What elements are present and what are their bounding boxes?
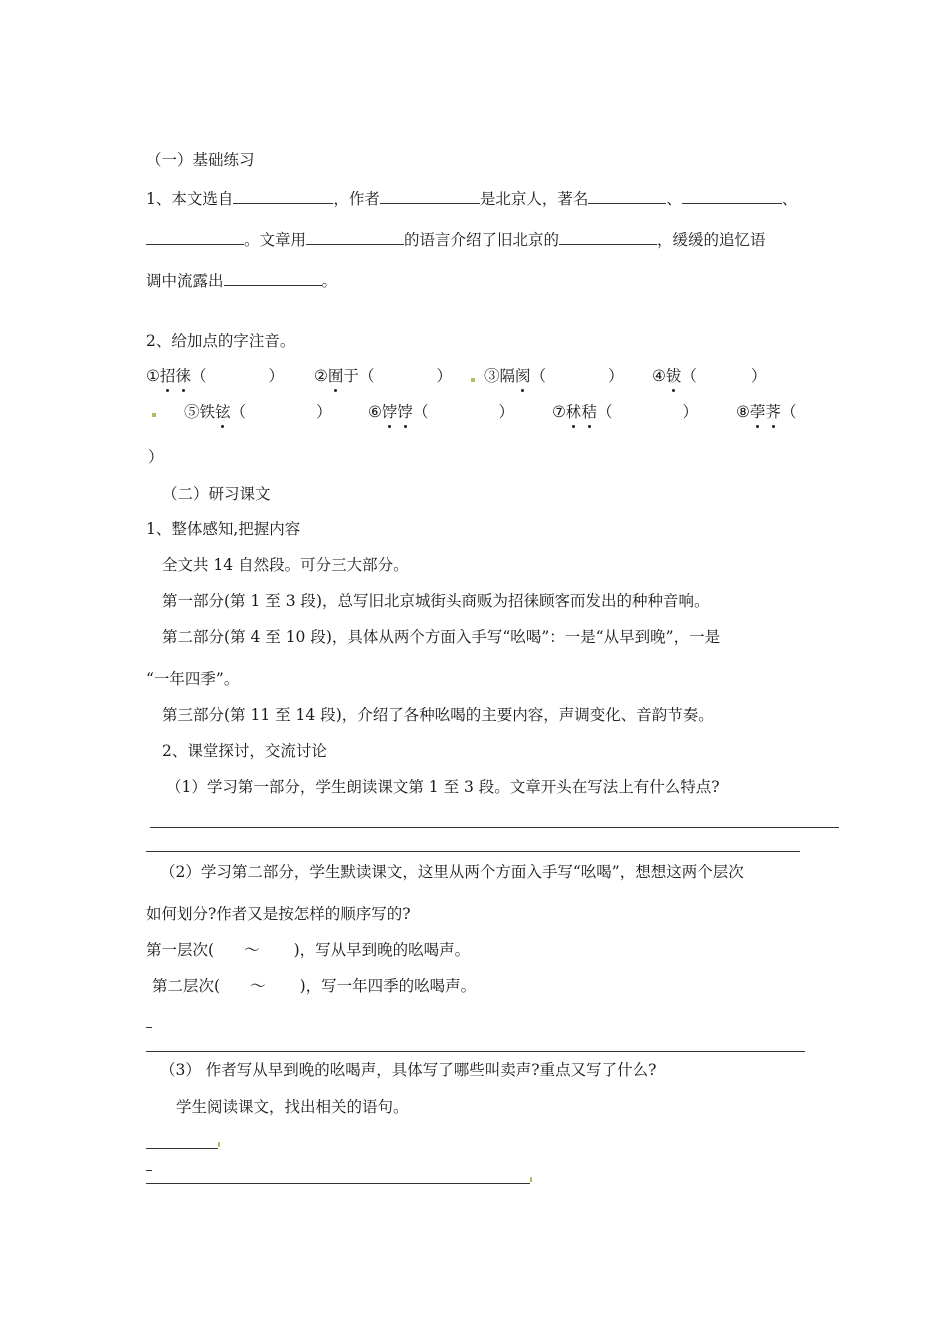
paren: （	[230, 403, 247, 421]
q1-text: 的语言介绍了旧北京的	[404, 231, 560, 249]
item-number: ③	[484, 367, 500, 385]
question-3-task: 学生阅读课文，找出相关的语句。	[176, 1098, 409, 1116]
paren: （	[596, 403, 613, 421]
q2-item-6	[368, 402, 514, 422]
question-3: （3） 作者写从早到晚的吆喝声，具体写了哪些叫卖声?重点又写了什么?	[160, 1061, 657, 1079]
paragraph-part-1: 第一部分(第 1 至 3 段)，总写旧北京城街头商贩为招徕顾客而发出的种种音响。	[162, 592, 710, 610]
paren: （	[681, 367, 697, 385]
q1-line-3	[146, 271, 337, 291]
decorative-marker	[152, 413, 156, 417]
paren: ）	[316, 403, 332, 421]
q1-blank-language[interactable]	[306, 230, 404, 245]
decorative-marker	[471, 378, 475, 382]
paragraph-part-2-cont: “一年四季”。	[146, 670, 240, 688]
paren: ）	[268, 367, 284, 385]
paren: （	[530, 367, 547, 385]
q1-text: 调中流露出	[146, 272, 224, 290]
char: 秫	[565, 403, 582, 421]
q1-blank-feeling[interactable]	[224, 271, 322, 286]
item-number: ⑦	[552, 403, 566, 421]
answer-line[interactable]	[146, 1051, 805, 1052]
char: 于	[343, 367, 359, 385]
q1-blank-title-3[interactable]	[146, 230, 244, 245]
layer-2-label: 第二层次(	[152, 977, 221, 995]
item-number: ⑤	[184, 403, 200, 421]
question-2-cont: 如何划分?作者又是按怎样的顺序写的?	[146, 905, 411, 923]
layer-1-label: 第一层次(	[146, 941, 215, 959]
paren: ）	[498, 403, 514, 421]
answer-line[interactable]	[146, 851, 800, 852]
char: 铁	[199, 403, 216, 421]
q1-line-2	[146, 230, 766, 250]
char: 饽	[381, 403, 398, 421]
item-number: ④	[652, 367, 666, 385]
q2-item-2	[314, 366, 452, 386]
item-number: ①	[146, 367, 160, 385]
tilde: ～	[250, 977, 266, 995]
q1-text: 、	[666, 190, 682, 208]
paragraph-part-2: 第二部分(第 4 至 10 段)，具体从两个方面入手写“吆喝”：一是“从早到晚”，一是	[162, 628, 721, 646]
q1-blank-source[interactable]	[233, 189, 333, 204]
char: 徕	[175, 367, 191, 385]
q1-blank-title-2[interactable]	[682, 189, 782, 204]
q1-blank-author[interactable]	[380, 189, 480, 204]
layer-1	[146, 940, 470, 960]
paren: （	[780, 403, 797, 421]
q2-item-1	[146, 366, 284, 386]
answer-line-start	[146, 1170, 152, 1171]
paren: （	[358, 367, 375, 385]
q2-item-8	[736, 402, 796, 422]
answer-line-start	[146, 1027, 152, 1028]
item-number: ⑥	[368, 403, 382, 421]
q1-text: 是北京人，著名	[479, 190, 589, 208]
item-number: ⑧	[736, 403, 750, 421]
item-number: ②	[314, 367, 328, 385]
paragraph-part-3: 第三部分(第 11 至 14 段)，介绍了各种吆喝的主要内容，声调变化、音韵节奏。	[162, 706, 714, 724]
char: 钹	[665, 367, 682, 385]
q2-item-3	[484, 366, 624, 386]
heading-overall: 1、整体感知,把握内容	[146, 520, 301, 538]
answer-line[interactable]	[146, 1183, 530, 1184]
decorative-marker	[218, 1142, 220, 1147]
char: 秸	[581, 403, 597, 421]
char: 饽	[397, 403, 413, 421]
char: 隔	[499, 367, 516, 385]
paren: ）	[608, 367, 624, 385]
char: 阂	[515, 367, 531, 385]
paren: ）	[682, 403, 698, 421]
q1-text: 1、本文选自	[146, 190, 234, 208]
section-1-title: （一）基础练习	[146, 151, 255, 169]
question-2: （2）学习第二部分，学生默读课文，这里从两个方面入手写“吆喝”，想想这两个层次	[160, 863, 744, 881]
answer-line[interactable]	[146, 1148, 218, 1149]
char: 招	[159, 367, 176, 385]
q2-title: 2、给加点的字注音。	[146, 332, 296, 350]
q2-item-5	[184, 402, 332, 422]
paren: （	[412, 403, 429, 421]
tilde: ～	[244, 941, 260, 959]
char: 囿	[327, 367, 344, 385]
layer-2	[152, 976, 476, 996]
q1-blank-title-1[interactable]	[588, 189, 666, 204]
layer-2-desc: )，写一年四季的吆喝声。	[299, 977, 477, 995]
q1-line-1	[146, 189, 797, 209]
q2-item-8-close: ）	[148, 448, 164, 466]
section-2-title: （二）研习课文	[162, 485, 271, 503]
q1-text: 。	[321, 272, 338, 290]
q1-text: 、	[781, 190, 798, 208]
q1-text: 。文章用	[244, 231, 307, 249]
paren: （	[190, 367, 207, 385]
decorative-marker	[530, 1177, 532, 1182]
q1-text: ，作者	[333, 190, 380, 208]
q2-item-4	[652, 366, 766, 386]
q2-item-7	[552, 402, 698, 422]
char: 荸	[749, 403, 766, 421]
paragraph-total: 全文共 14 自然段。可分三大部分。	[162, 556, 409, 574]
paren: ）	[436, 367, 452, 385]
paren: ）	[750, 367, 767, 385]
char: 铉	[215, 403, 231, 421]
q1-blank-content[interactable]	[559, 230, 657, 245]
q1-text: ，缓缓的追忆语	[657, 231, 766, 249]
layer-1-desc: )，写从早到晚的吆喝声。	[293, 941, 471, 959]
answer-line[interactable]	[150, 827, 839, 828]
char: 荠	[765, 403, 781, 421]
question-1: （1）学习第一部分，学生朗读课文第 1 至 3 段。文章开头在写法上有什么特点?	[166, 778, 720, 796]
heading-discussion: 2、课堂探讨，交流讨论	[162, 742, 327, 760]
